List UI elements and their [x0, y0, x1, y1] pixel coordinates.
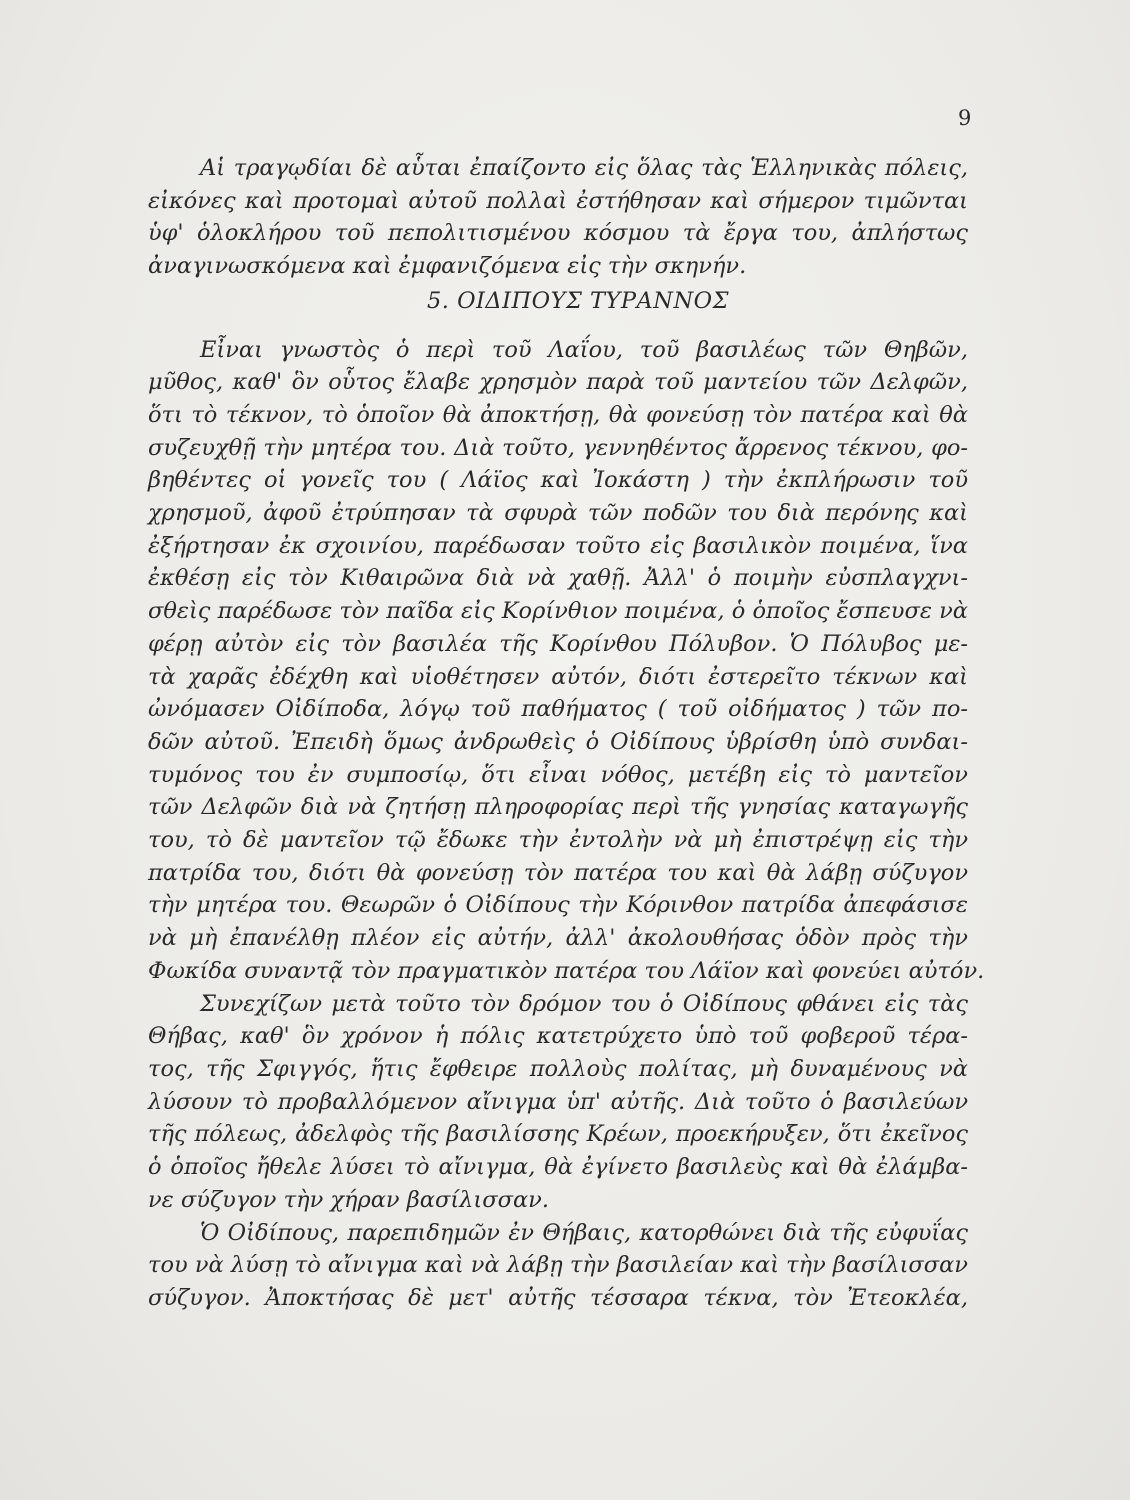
text-line: τος, τῆς Σφιγγός, ἥτις ἔφθειρε πολλοὺς πολίτας, μὴ δυναμένους νὰ — [148, 1055, 968, 1082]
text-line: Εἶναι γνωστὸς ὁ περὶ τοῦ Λαΐου, τοῦ βασιλέως τῶν Θηβῶν, — [200, 336, 968, 363]
text-line: Θήβας, καθ' ὃν χρόνον ἡ πόλις κατετρύχετο ὑπὸ τοῦ φοβεροῦ τέρα- — [148, 1023, 968, 1050]
text-line: τῶν Δελφῶν διὰ νὰ ζητήσῃ πληροφορίας περὶ τῆς γνησίας καταγωγῆς — [148, 794, 968, 821]
paragraph-2 — [148, 988, 968, 1217]
text-line: ἀναγινωσκόμενα καὶ ἐμφανιζόμενα εἰς τὴν σκηνήν. — [148, 253, 747, 280]
text-line: τὰ χαρᾶς ἐδέχθη καὶ υἱοθέτησεν αὐτόν, διότι ἐστερεῖτο τέκνων καὶ — [148, 663, 968, 690]
text-line: ὁ ὁποῖος ἤθελε λύσει τὸ αἴνιγμα, θὰ ἐγίνετο βασιλεὺς καὶ θὰ ἐλάμβα- — [148, 1154, 968, 1181]
text-line: ὠνόμασεν Οἰδίποδα, λόγῳ τοῦ παθήματος ( τοῦ οἰδήματος ) τῶν πο- — [148, 696, 968, 723]
text-line: ἐκθέσῃ εἰς τὸν Κιθαιρῶνα διὰ νὰ χαθῇ. Ἀλλ' ὁ ποιμὴν εὐσπλαγχνι- — [148, 565, 968, 592]
text-line: σύζυγον. Ἀποκτήσας δὲ μετ' αὐτῆς τέσσαρα τέκνα, τὸν Ἐτεοκλέα, — [148, 1284, 968, 1311]
text-line: του, τὸ δὲ μαντεῖον τῷ ἔδωκε τὴν ἐντολὴν νὰ μὴ ἐπιστρέψῃ εἰς τὴν — [148, 827, 968, 854]
text-line: ὅτι τὸ τέκνον, τὸ ὁποῖον θὰ ἀποκτήσῃ, θὰ φονεύσῃ τὸν πατέρα καὶ θὰ — [148, 401, 968, 428]
text-line: βηθέντες οἱ γονεῖς του ( Λάϊος καὶ Ἰοκάστη ) τὴν ἐκπλήρωσιν τοῦ — [148, 467, 968, 494]
text-line: δῶν αὐτοῦ. Ἐπειδὴ ὅμως ἀνδρωθεὶς ὁ Οἰδίπους ὑβρίσθη ὑπὸ συνδαι- — [148, 728, 968, 755]
text-line: λύσουν τὸ προβαλλόμενον αἴνιγμα ὑπ' αὐτῆς. Διὰ τοῦτο ὁ βασιλεύων — [148, 1088, 968, 1115]
text-line: συζευχθῇ τὴν μητέρα του. Διὰ τοῦτο, γεννηθέντος ἄρρενος τέκνου, φο- — [148, 434, 968, 461]
text-line: Συνεχίζων μετὰ τοῦτο τὸν δρόμον του ὁ Οἰδίπους φθάνει εἰς τὰς — [200, 990, 968, 1017]
section-heading: 5. ΟΙΔΙΠΟΥΣ ΤΥΡΑΝΝΟΣ — [426, 287, 730, 314]
body-text — [148, 152, 985, 1315]
text-line: του νὰ λύσῃ τὸ αἴνιγμα καὶ νὰ λάβῃ τὴν βασιλείαν καὶ τὴν βασίλισσαν — [148, 1252, 968, 1279]
text-line: φέρῃ αὐτὸν εἰς τὸν βασιλέα τῆς Κορίνθου Πόλυβον. Ὁ Πόλυβος με- — [148, 630, 968, 657]
text-line: τυμόνος του ἐν συμποσίῳ, ὅτι εἶναι νόθος, μετέβη εἰς τὸ μαντεῖον — [148, 761, 968, 788]
paragraph-3 — [148, 1217, 968, 1315]
text-line: Ὁ Οἰδίπους, παρεπιδημῶν ἐν Θήβαις, κατορθώνει διὰ τῆς εὐφυΐας — [200, 1219, 968, 1246]
text-line: Φωκίδα συναντᾷ τὸν πραγματικὸν πατέρα του Λάϊον καὶ φονεύει αὐτόν. — [148, 957, 985, 984]
text-line: χρησμοῦ, ἀφοῦ ἐτρύπησαν τὰ σφυρὰ τῶν ποδῶν του διὰ περόνης καὶ — [148, 500, 968, 527]
page-number: 9 — [958, 106, 972, 130]
text-line: μῦθος, καθ' ὃν οὗτος ἔλαβε χρησμὸν παρὰ τοῦ μαντείου τῶν Δελφῶν, — [148, 369, 968, 396]
paragraph-1 — [148, 334, 985, 988]
intro-paragraph — [148, 152, 968, 283]
text-line: νε σύζυγον τὴν χήραν βασίλισσαν. — [148, 1186, 549, 1213]
text-line: ὑφ' ὁλοκλήρου τοῦ πεπολιτισμένου κόσμου τὰ ἔργα του, ἀπλήστως — [148, 220, 968, 247]
text-line: σθεὶς παρέδωσε τὸν παῖδα εἰς Κορίνθιον ποιμένα, ὁ ὁποῖος ἔσπευσε νὰ — [148, 598, 968, 625]
text-line: τῆς πόλεως, ἀδελφὸς τῆς βασιλίσσης Κρέων, προεκήρυξεν, ὅτι ἐκεῖνος — [148, 1121, 968, 1148]
text-line: τὴν μητέρα του. Θεωρῶν ὁ Οἰδίπους τὴν Κόρινθον πατρίδα ἀπεφάσισε — [148, 892, 968, 919]
text-line: ἐξήρτησαν ἐκ σχοινίου, παρέδωσαν τοῦτο εἰς βασιλικὸν ποιμένα, ἵνα — [148, 532, 968, 559]
text-line: εἰκόνες καὶ προτομαὶ αὐτοῦ πολλαὶ ἐστήθησαν καὶ σήμερον τιμῶνται — [148, 187, 968, 214]
text-line: πατρίδα του, διότι θὰ φονεύσῃ τὸν πατέρα του καὶ θὰ λάβῃ σύζυγον — [148, 859, 968, 886]
text-line: νὰ μὴ ἐπανέλθῃ πλέον εἰς αὐτήν, ἀλλ' ἀκολουθήσας ὁδὸν πρὸς τὴν — [148, 925, 968, 952]
text-line: Αἱ τραγῳδίαι δὲ αὗται ἐπαίζοντο εἰς ὅλας τὰς Ἑλληνικὰς πόλεις, — [200, 155, 968, 181]
